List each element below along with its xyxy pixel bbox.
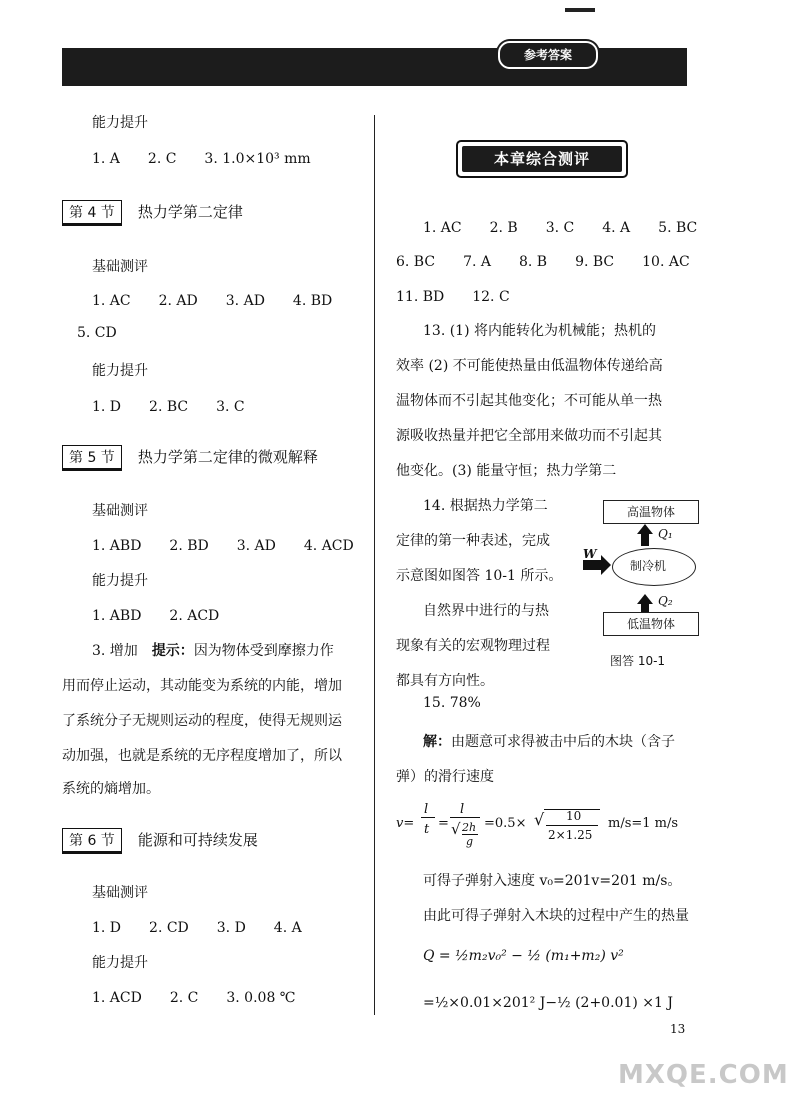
answer-line: 1. AC 2. B 3. C 4. A 5. BC bbox=[423, 220, 698, 236]
text-line: 示意图如图答 10-1 所示。 bbox=[396, 568, 563, 584]
heading-ability: 能力提升 bbox=[92, 955, 148, 971]
fridge-label: 制冷机 bbox=[630, 559, 667, 573]
frac-l2: l bbox=[460, 802, 465, 817]
text-line bbox=[423, 731, 675, 751]
answer-line: 1. ACD 2. C 3. 0.08 ℃ bbox=[92, 990, 296, 1006]
frac-l: l bbox=[424, 802, 429, 817]
heat-formula: Q = ½m₂v₀² − ½ (m₁+m₂) v² bbox=[423, 948, 624, 964]
eq-sign: = bbox=[438, 816, 449, 831]
text-line: 13. (1) 将内能转化为机械能；热机的 bbox=[423, 323, 656, 339]
frac-t: t bbox=[424, 822, 430, 837]
text-line: 定律的第一种表述，完成 bbox=[396, 533, 550, 549]
section-4-heading bbox=[62, 200, 243, 224]
answer-label: 3. 增加 bbox=[92, 643, 138, 659]
high-temp-box: 高温物体 bbox=[603, 500, 699, 524]
answer-line: 6. BC 7. A 8. B 9. BC 10. AC bbox=[396, 254, 690, 270]
section-title: 能源和可持续发展 bbox=[137, 831, 258, 849]
frac-g: g bbox=[466, 835, 474, 848]
text-line: 可得子弹射入速度 v₀=201v=201 m/s。 bbox=[423, 873, 682, 889]
arrow-up-q2 bbox=[637, 594, 653, 612]
section-underline bbox=[62, 852, 122, 854]
sqrt-sign: √ bbox=[451, 820, 461, 838]
den: 2×1.25 bbox=[548, 828, 593, 842]
hint-text: 因为物体受到摩擦力作 bbox=[193, 643, 334, 659]
section-underline bbox=[62, 224, 122, 226]
answer-line: 15. 78% bbox=[423, 695, 481, 711]
heading-ability: 能力提升 bbox=[92, 573, 148, 589]
section-number: 第 5 节 bbox=[62, 445, 122, 469]
result: m/s=1 m/s bbox=[608, 816, 679, 831]
text-line: 都具有方向性。 bbox=[396, 673, 494, 689]
heading-ability: 能力提升 bbox=[92, 115, 148, 131]
answer-line: 1. A 2. C 3. 1.0×10³ mm bbox=[92, 151, 311, 167]
arrow-up-q1 bbox=[637, 524, 653, 546]
text-line: 自然界中进行的与热 bbox=[423, 603, 549, 619]
section-title: 热力学第二定律 bbox=[137, 203, 243, 221]
section-6-heading bbox=[62, 828, 258, 852]
text-line: 现象有关的宏观物理过程 bbox=[396, 638, 550, 654]
text-line: 由此可得子弹射入木块的过程中产生的热量 bbox=[423, 908, 689, 924]
top-mark bbox=[565, 8, 595, 12]
solution-label: 解： bbox=[423, 734, 451, 750]
chapter-title-box bbox=[456, 140, 628, 178]
text-line: 了系统分子无规则运动的程度，使得无规则运 bbox=[62, 713, 342, 729]
watermark: MXQE.COM bbox=[618, 1060, 789, 1090]
figure-arrows bbox=[575, 520, 695, 615]
frac-2h: 2h bbox=[462, 821, 477, 834]
figure-caption: 图答 10-1 bbox=[610, 654, 666, 668]
coef: =0.5× bbox=[484, 816, 527, 831]
text-line: 源吸收热量并把它全部用来做功而不引起其 bbox=[396, 428, 662, 444]
answer-line: 1. ABD 2. BD 3. AD 4. ACD bbox=[92, 538, 354, 554]
heading-ability: 能力提升 bbox=[92, 363, 148, 379]
solution-text: 由题意可求得被击中后的木块（含子 bbox=[451, 734, 675, 750]
frac-line bbox=[421, 817, 435, 818]
section-underline bbox=[62, 469, 122, 471]
answer-line: 11. BD 12. C bbox=[396, 289, 510, 305]
v-equals: v= bbox=[396, 816, 415, 831]
section-number: 第 4 节 bbox=[62, 200, 122, 224]
text-line: 弹）的滑行速度 bbox=[396, 769, 494, 785]
heading-basic: 基础测评 bbox=[92, 885, 148, 901]
velocity-formula bbox=[396, 800, 696, 860]
frac-line4 bbox=[546, 825, 598, 826]
heat-formula-2: =½×0.01×201² J−½ (2+0.01) ×1 J bbox=[423, 995, 673, 1011]
text-line: 效率 (2) 不可能使热量由低温物体传递给高 bbox=[396, 358, 663, 374]
sqrt-sign2: √ bbox=[534, 810, 545, 829]
column-divider bbox=[374, 115, 375, 1015]
text-line: 温物体而不引起其他变化；不可能从单一热 bbox=[396, 393, 662, 409]
answer-line: 1. AC 2. AD 3. AD 4. BD bbox=[92, 293, 333, 309]
heading-basic: 基础测评 bbox=[92, 259, 148, 275]
page-number: 13 bbox=[670, 1022, 686, 1036]
num-10: 10 bbox=[566, 809, 582, 823]
chapter-title: 本章综合测评 bbox=[462, 146, 622, 172]
text-line: 用而停止运动，其动能变为系统的内能，增加 bbox=[62, 678, 342, 694]
w-label: W bbox=[583, 547, 597, 561]
answer-line: 1. ABD 2. ACD bbox=[92, 608, 220, 624]
hint-label: 提示： bbox=[151, 643, 194, 659]
q1-label: Q₁ bbox=[658, 527, 673, 541]
text-line: 系统的熵增加。 bbox=[62, 781, 160, 797]
answer-line: 1. D 2. BC 3. C bbox=[92, 399, 245, 415]
low-temp-box: 低温物体 bbox=[603, 612, 699, 636]
q2-label: Q₂ bbox=[658, 594, 673, 608]
section-title: 热力学第二定律的微观解释 bbox=[137, 448, 318, 466]
answer-line: 1. D 2. CD 3. D 4. A bbox=[92, 920, 302, 936]
text-line: 动加强，也就是系统的无序程度增加了，所以 bbox=[62, 748, 342, 764]
section-number: 第 6 节 bbox=[62, 828, 122, 852]
heading-basic: 基础测评 bbox=[92, 503, 148, 519]
answer-line: 5. CD bbox=[77, 325, 117, 341]
text-line: 14. 根据热力学第二 bbox=[423, 498, 548, 514]
section-5-heading bbox=[62, 445, 318, 469]
answer-line bbox=[92, 640, 334, 660]
frac-line2 bbox=[450, 817, 480, 818]
text-line: 他变化。(3) 能量守恒；热力学第二 bbox=[396, 463, 617, 479]
answer-tag: 参考答案 bbox=[498, 41, 598, 69]
